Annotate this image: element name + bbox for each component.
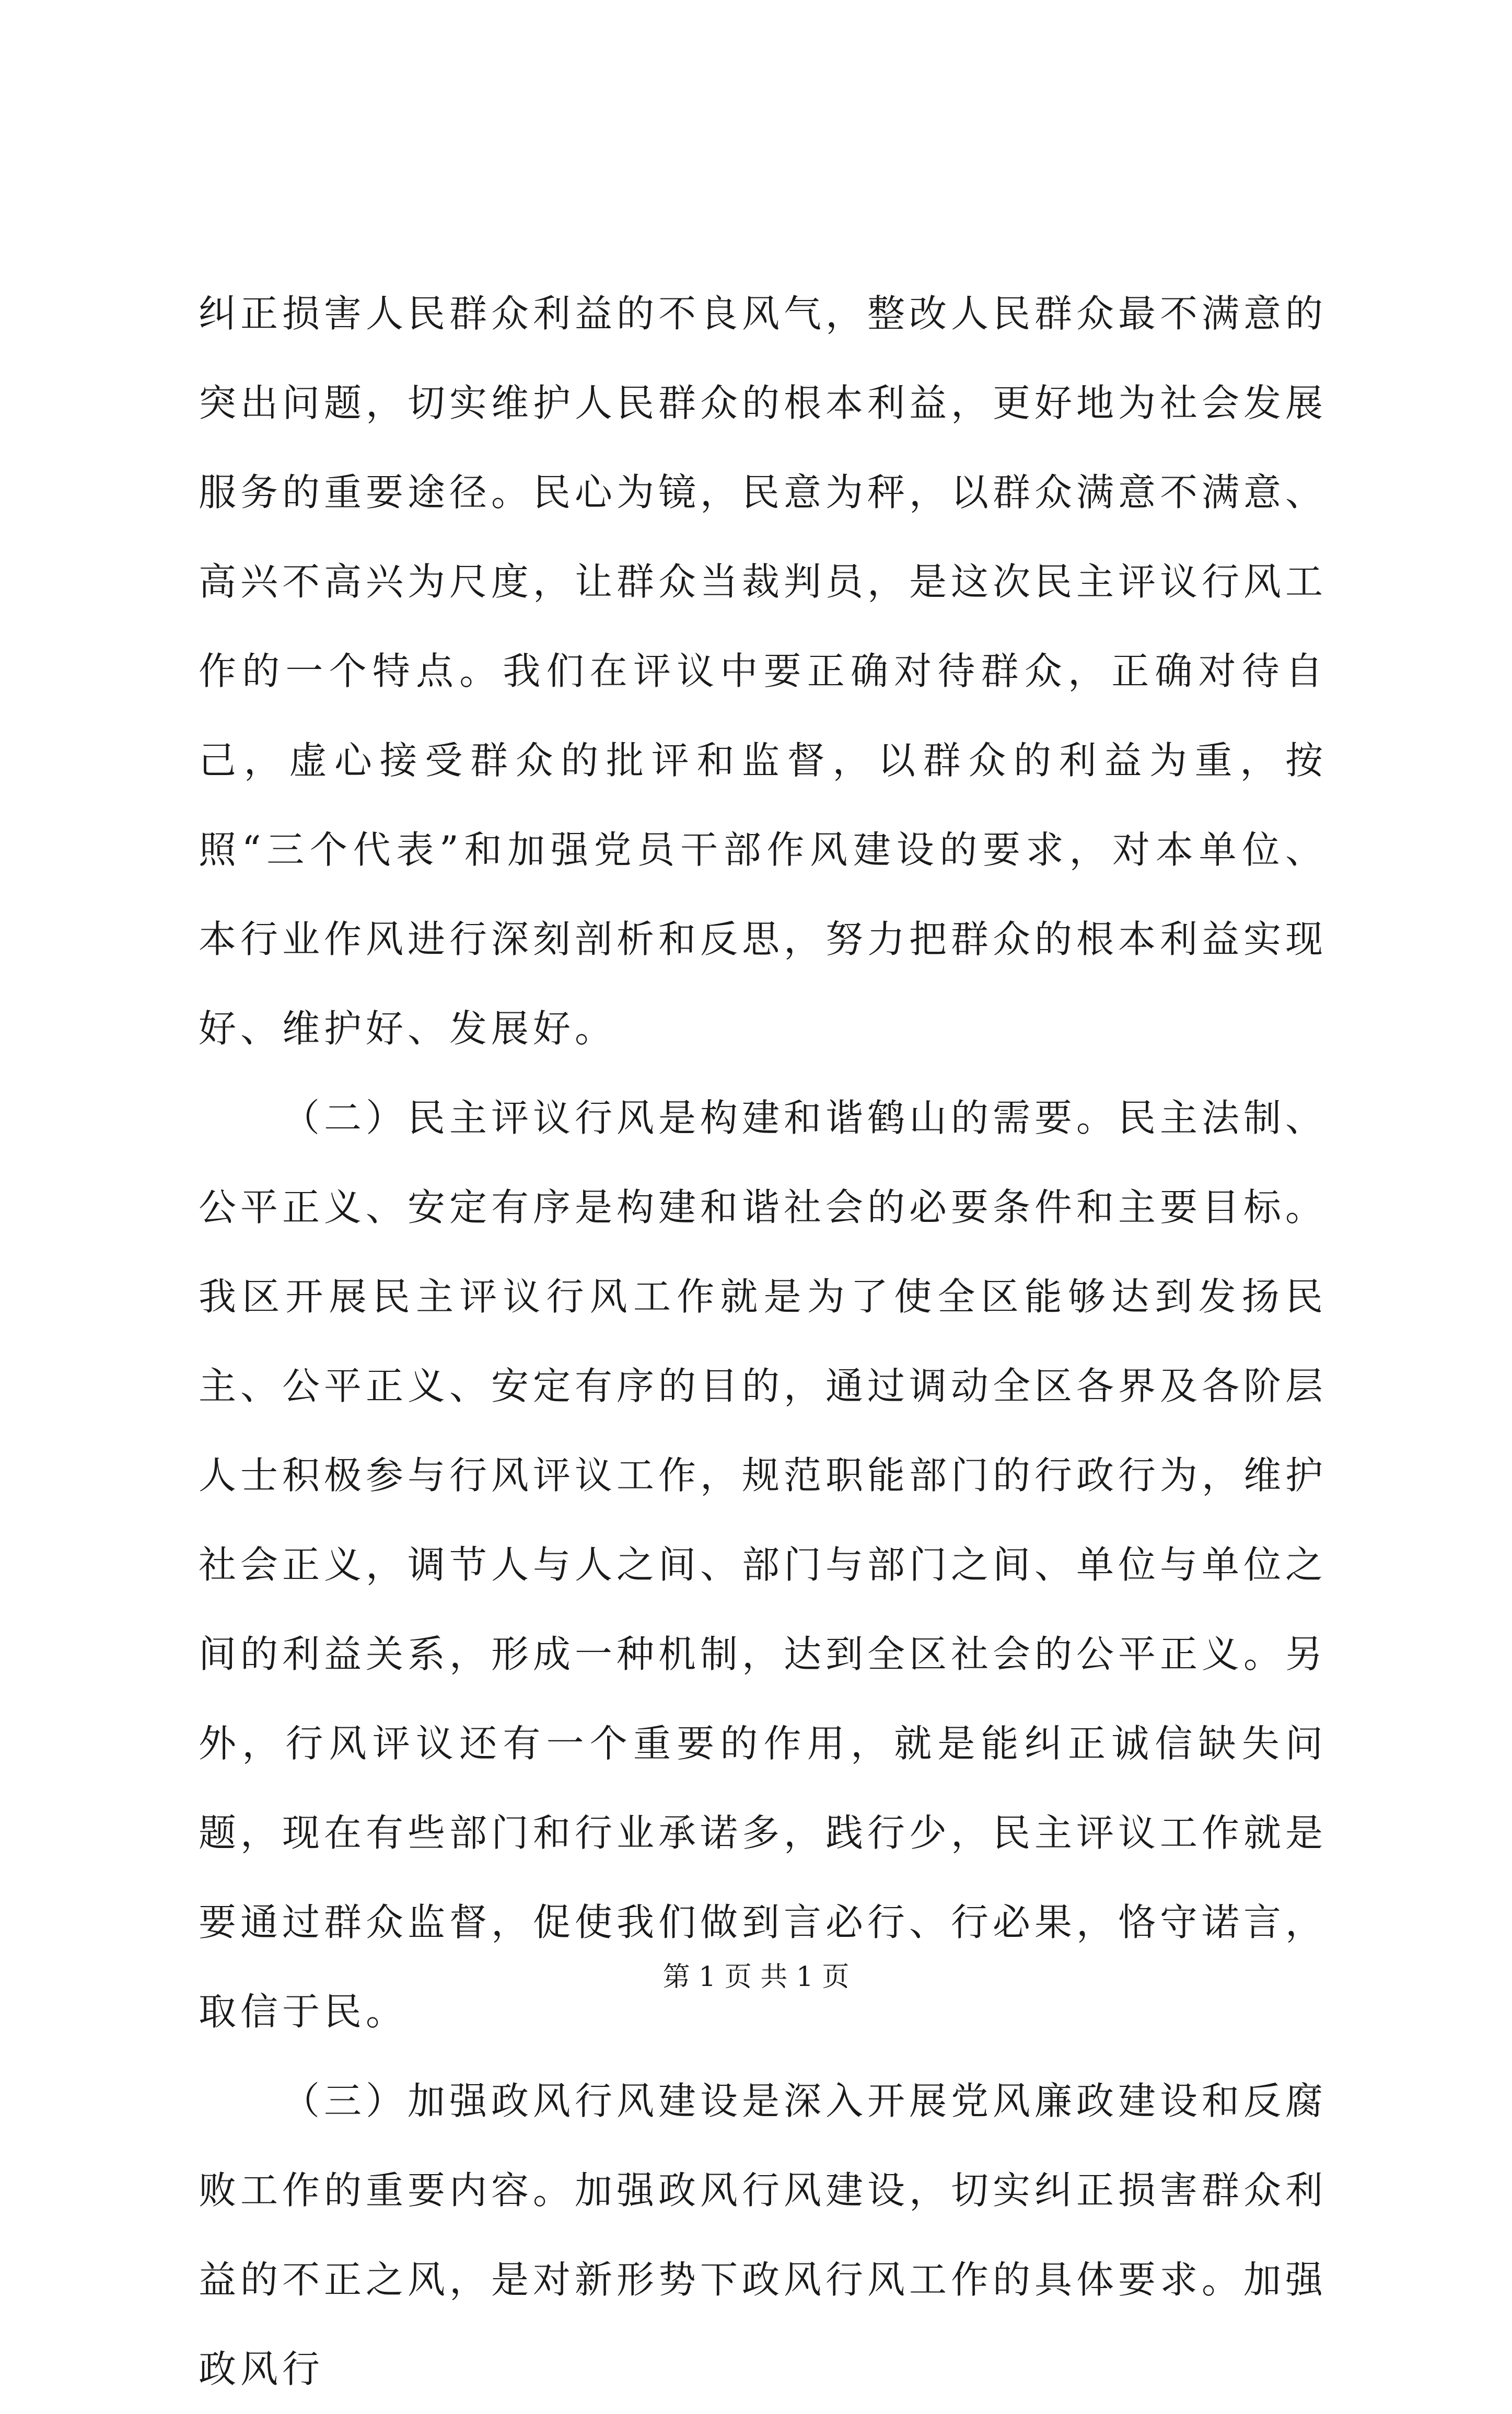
paragraph-section-three: （三）加强政风行风建设是深入开展党风廉政建设和反腐败工作的重要内容。加强政风行风建设，切实纠正损害群众利益的不正之风，是对新形势下政风行风工作的具体要求。加强政风行: [199, 2079, 1328, 2391]
paragraph-section-two: （二）民主评议行风是构建和谐鹤山的需要。民主法制、公平正义、安定有序是构建和谐社会的必要条件和主要目标。我区开展民主评议行风工作就是为了使全区能够达到发扬民主、公平正义、安定有序的目的，通过调动全区各界及各阶层人士积极参与行风评议工作，规范职能部门的行政行为，维护社会正义，调节人与人之间、部门与部门之间、单位与单位之间的利益关系，形成一种机制，达到全区社会的公平正义。另外，行风评议还有一个重要的作用，就是能纠正诚信缺失问题，现在有些部门和行业承诺多，践行少，民主评议工作就是要通过群众监督，促使我们做到言必行、行必果，恪守诺言，取信于民。: [199, 1096, 1328, 2034]
paragraph-continuation: 纠正损害人民群众利益的不良风气，整改人民群众最不满意的突出问题，切实维护人民群众的根本利益，更好地为社会发展服务的重要途径。民心为镜，民意为秤，以群众满意不满意、高兴不高兴为尺度，让群众当裁判员，是这次民主评议行风工作的一个特点。我们在评议中要正确对待群众，正确对待自己，虚心接受群众的批评和监督，以群众的利益为重，按照“三个代表”和加强党员干部作风建设的要求，对本单位、本行业作风进行深刻剖析和反思，努力把群众的根本利益实现好、维护好、发展好。: [199, 292, 1328, 1050]
document-body: [199, 269, 1327, 2414]
page-number-footer: 第 1 页 共 1 页: [662, 1961, 850, 1993]
